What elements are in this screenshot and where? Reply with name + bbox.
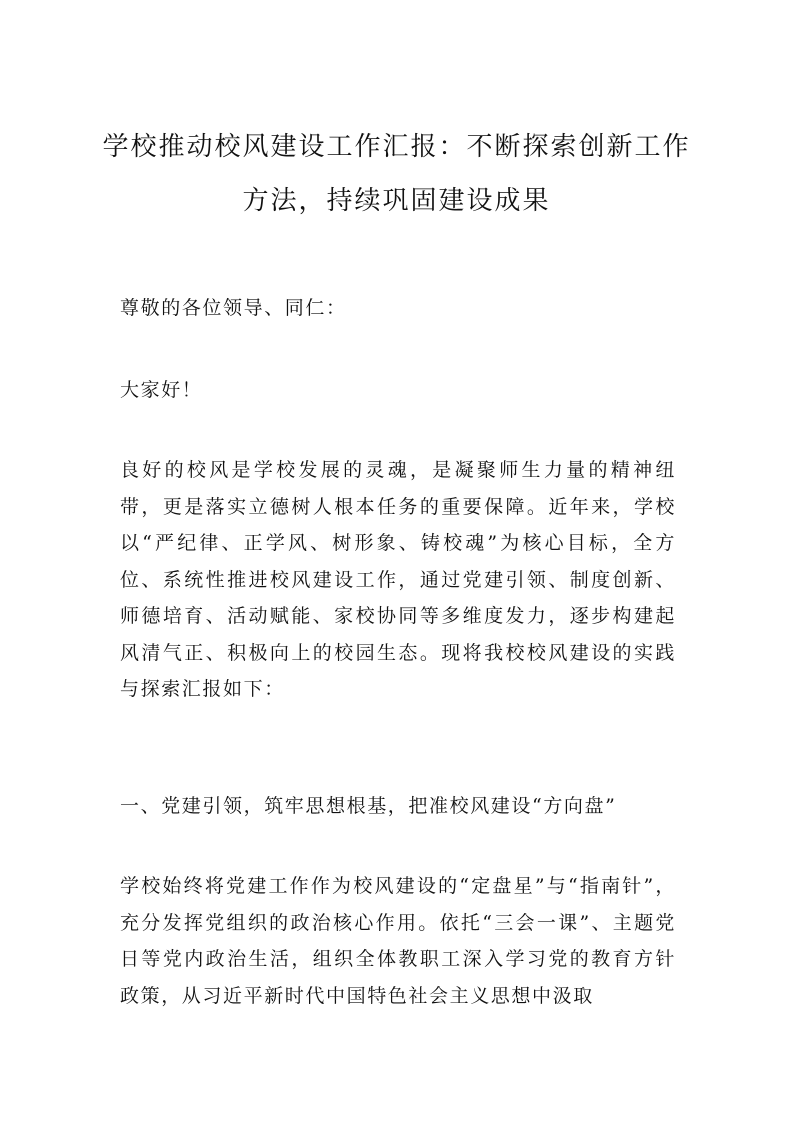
salutation: 尊敬的各位领导、同仁：	[120, 297, 347, 319]
greeting: 大家好！	[120, 379, 203, 401]
section-1-paragraph: 学校始终将党建工作作为校风建设的“定盘星”与“指南针”，充分发挥党组织的政治核心作用。依托“三会一课”、主题党日等党内政治生活，组织全体教职工深入学习党的教育方针政策，从习近平新时代中国特色社会主义思想中汲取	[120, 875, 676, 1007]
section-heading-1: 一、党建引领，筑牢思想根基，把准校风建设“方向盘”	[120, 795, 617, 817]
document-title: 学校推动校风建设工作汇报：不断探索创新工作方法，持续巩固建设成果	[102, 132, 691, 216]
intro-paragraph: 良好的校风是学校发展的灵魂，是凝聚师生力量的精神纽带，更是落实立德树人根本任务的重要保障。近年来，学校以“严纪律、正学风、树形象、铸校魂”为核心目标，全方位、系统性推进校风建设工作，通过党建引领、制度创新、师德培育、活动赋能、家校协同等多维度发力，逐步构建起风清气正、积极向上的校园生态。现将我校校风建设的实践与探索汇报如下：	[120, 459, 676, 700]
